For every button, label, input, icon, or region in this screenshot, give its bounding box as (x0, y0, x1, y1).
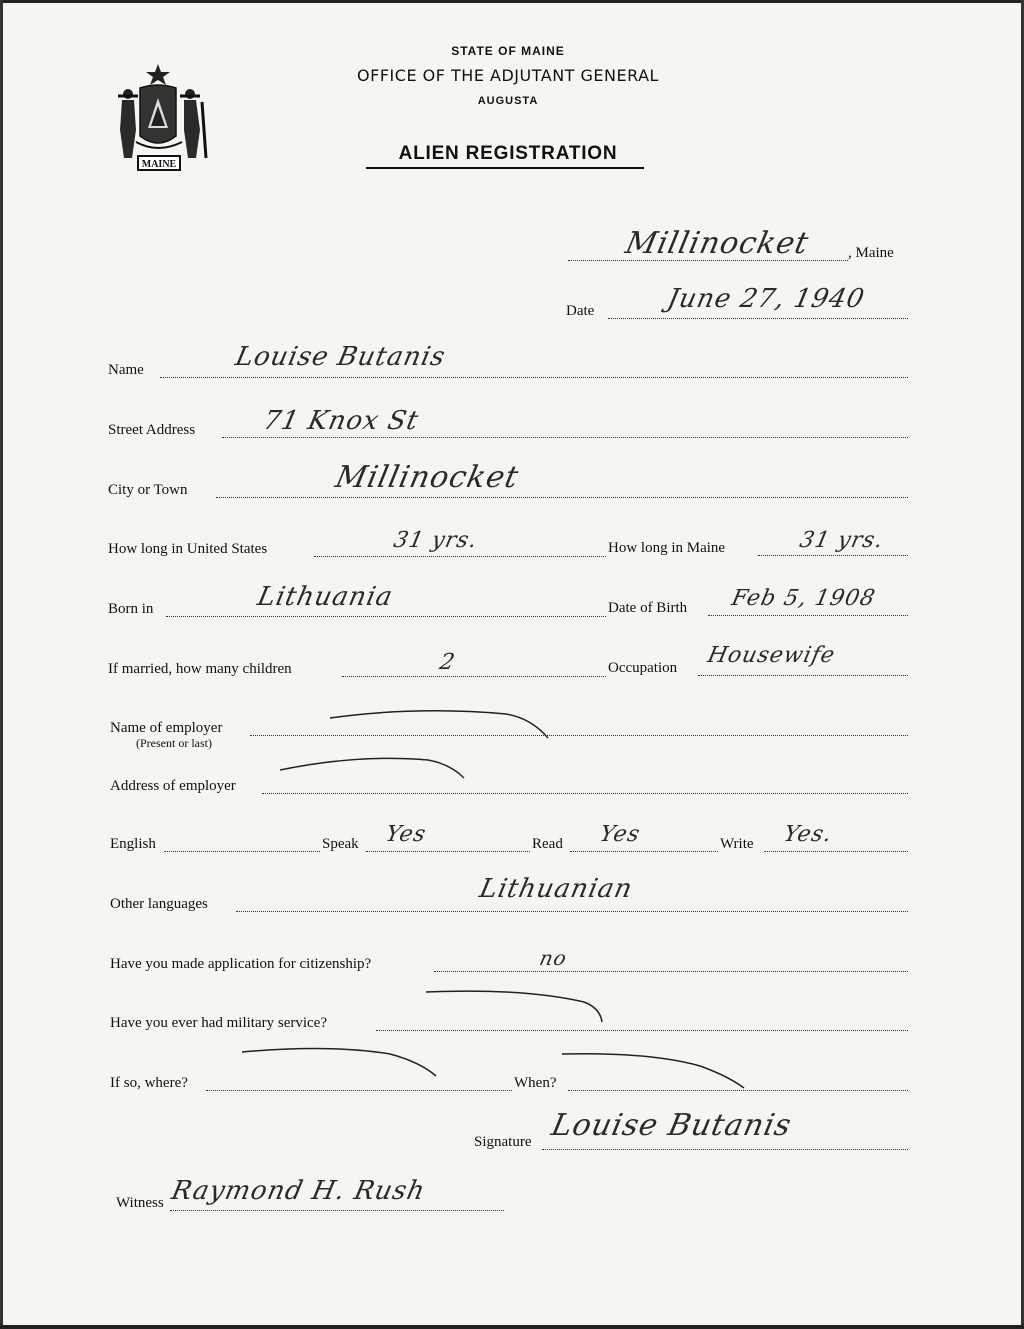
other-languages-label: Other languages (110, 896, 208, 912)
date-of-birth-line (708, 615, 908, 616)
military-label: Have you ever had military service? (110, 1015, 327, 1031)
city-label: City or Town (108, 482, 188, 498)
scan-border-left (0, 0, 3, 1329)
employer-address-dash-mark (278, 750, 478, 790)
city-line (216, 497, 908, 498)
when-label: When? (514, 1075, 557, 1091)
military-dash-mark (424, 984, 614, 1028)
header-office: OFFICE OF THE ADJUTANT GENERAL (357, 66, 659, 85)
witness-line (170, 1210, 504, 1211)
write-value: Yes. (781, 822, 835, 847)
born-in-label: Born in (108, 601, 154, 617)
date-of-birth-label: Date of Birth (608, 600, 688, 616)
how-long-maine-label: How long in Maine (608, 540, 726, 556)
how-long-us-value: 31 yrs. (391, 528, 480, 553)
place-suffix: , Maine (848, 245, 894, 261)
witness-value: Raymond H. Rush (168, 1176, 429, 1206)
signature-value: Louise Butanis (548, 1108, 795, 1143)
children-line (342, 676, 606, 677)
speak-label: Speak (322, 836, 359, 852)
citizenship-line (434, 971, 908, 972)
when-dash-mark (560, 1050, 750, 1090)
citizenship-value: no (537, 946, 570, 970)
occupation-line (698, 675, 908, 676)
english-line (164, 851, 320, 852)
write-line (764, 851, 908, 852)
children-label: If married, how many children (108, 661, 292, 677)
scan-border-bottom (0, 1325, 1024, 1329)
occupation-label: Occupation (608, 660, 678, 676)
how-long-maine-value: 31 yrs. (797, 528, 886, 553)
street-address-line (222, 437, 908, 438)
employer-name-sublabel: (Present or last) (136, 736, 212, 750)
read-label: Read (532, 836, 563, 852)
place-value: Millinocket (622, 226, 813, 261)
how-long-us-label: How long in United States (108, 541, 268, 557)
where-dash-mark (240, 1040, 440, 1080)
seal-text: MAINE (141, 159, 177, 170)
signature-line (542, 1149, 908, 1150)
children-value: 2 (437, 650, 458, 675)
how-long-us-line (314, 556, 606, 557)
date-value: June 27, 1940 (664, 284, 868, 314)
when-line (568, 1090, 908, 1091)
read-value: Yes (597, 822, 643, 847)
how-long-maine-line (758, 555, 908, 556)
street-address-label: Street Address (108, 422, 196, 438)
header-state: STATE OF MAINE (451, 44, 565, 58)
read-line (570, 851, 718, 852)
witness-label: Witness (116, 1195, 164, 1211)
citizenship-label: Have you made application for citizenship? (110, 956, 372, 972)
write-label: Write (720, 836, 754, 852)
employer-name-dash-mark (326, 704, 556, 744)
born-in-value: Lithuania (254, 582, 396, 612)
english-label: English (110, 836, 156, 852)
occupation-value: Housewife (705, 643, 838, 668)
city-value: Millinocket (332, 460, 523, 495)
born-in-line (166, 616, 606, 617)
date-label: Date (566, 303, 595, 319)
other-languages-value: Lithuanian (476, 874, 636, 904)
where-label: If so, where? (110, 1075, 188, 1091)
signature-label: Signature (474, 1134, 532, 1150)
date-of-birth-value: Feb 5, 1908 (729, 586, 878, 611)
other-languages-line (236, 911, 908, 912)
speak-line (366, 851, 530, 852)
military-line (376, 1030, 908, 1031)
header-city: AUGUSTA (477, 95, 539, 107)
street-address-value: 71 Knox St (260, 406, 422, 436)
name-label: Name (108, 362, 144, 378)
scan-border-top (0, 0, 1024, 3)
date-line (608, 318, 908, 319)
where-line (206, 1090, 512, 1091)
name-value: Louise Butanis (232, 342, 449, 372)
name-line (160, 377, 908, 378)
employer-name-label: Name of employer (110, 720, 223, 736)
speak-value: Yes (383, 822, 429, 847)
employer-address-line (262, 793, 908, 794)
title-underline (366, 167, 644, 169)
employer-address-label: Address of employer (110, 778, 236, 794)
form-title: ALIEN REGISTRATION (398, 143, 618, 164)
